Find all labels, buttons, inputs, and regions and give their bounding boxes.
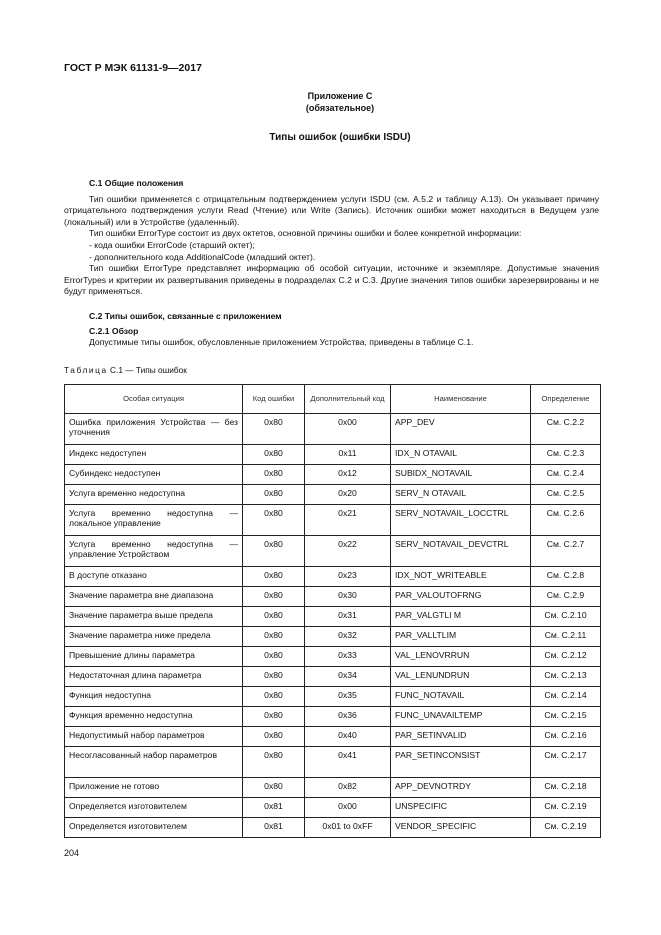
cell-name: FUNC_NOTAVAIL [391, 687, 531, 707]
cell-error-code: 0x80 [243, 687, 305, 707]
cell-situation: В доступе отказано [65, 567, 243, 587]
cell-situation: Значение параметра ниже предела [65, 627, 243, 647]
cell-error-code: 0x80 [243, 414, 305, 445]
annex-status: (обязательное) [305, 103, 375, 113]
cell-additional-code: 0x36 [305, 707, 391, 727]
table-row [65, 818, 601, 838]
table-row [65, 747, 601, 778]
section-c1-paragraph-3: Тип ошибки ErrorType представляет информацию об особой ситуации, источнике и экземпляре. Допустимые значения ErrorTypes и критерии их развертывания приведены в подразделах С.2 и С.3. Другие значения типов ошибки зарезервированы и не будут применяться. [64, 263, 599, 297]
cell-definition: См. С.2.15 [531, 707, 601, 727]
section-c1 [64, 178, 599, 298]
cell-error-code: 0x81 [243, 798, 305, 818]
cell-additional-code: 0x82 [305, 778, 391, 798]
section-c2 [64, 311, 599, 349]
cell-name: UNSPECIFIC [391, 798, 531, 818]
cell-definition: См. С.2.12 [531, 647, 601, 667]
section-c2-subheading: С.2.1 Обзор [89, 325, 139, 336]
column-header-situation: Особая ситуация [65, 385, 243, 414]
cell-error-code: 0x80 [243, 587, 305, 607]
table-row [65, 414, 601, 445]
cell-situation: Услуга временно недоступна — локальное управление [65, 505, 243, 536]
table-row [65, 798, 601, 818]
section-c2-paragraph: Допустимые типы ошибок, обусловленные приложением Устройства, приведены в таблице С.1. [89, 337, 474, 348]
column-header-definition: Определение [531, 385, 601, 414]
cell-definition: См. С.2.7 [531, 536, 601, 567]
cell-additional-code: 0x32 [305, 627, 391, 647]
cell-definition: См. С.2.19 [531, 798, 601, 818]
cell-definition: См. С.2.3 [531, 445, 601, 465]
table-row [65, 505, 601, 536]
cell-additional-code: 0x22 [305, 536, 391, 567]
cell-situation: Индекс недоступен [65, 445, 243, 465]
cell-additional-code: 0x34 [305, 667, 391, 687]
table-row [65, 667, 601, 687]
column-header-name: Наименование [391, 385, 531, 414]
cell-additional-code: 0x35 [305, 687, 391, 707]
table-row [65, 647, 601, 667]
cell-additional-code: 0x23 [305, 567, 391, 587]
cell-definition: См. С.2.6 [531, 505, 601, 536]
page-number: 204 [64, 848, 80, 858]
cell-name: PAR_SETINCONSIST [391, 747, 531, 778]
cell-error-code: 0x80 [243, 607, 305, 627]
cell-additional-code: 0x20 [305, 485, 391, 505]
column-header-additional-code: Дополнительный код [305, 385, 391, 414]
annex-title: Приложение С [307, 91, 373, 101]
table-row [65, 627, 601, 647]
table-row [65, 536, 601, 567]
cell-situation: Превышение длины параметра [65, 647, 243, 667]
cell-name: SERV_NOTAVAIL_LOCCTRL [391, 505, 531, 536]
table-row [65, 587, 601, 607]
cell-name: IDX_NOT_WRITEABLE [391, 567, 531, 587]
cell-situation: Функция временно недоступна [65, 707, 243, 727]
cell-additional-code: 0x00 [305, 798, 391, 818]
cell-error-code: 0x80 [243, 505, 305, 536]
cell-name: VAL_LENUNDRUN [391, 667, 531, 687]
table-row [65, 727, 601, 747]
section-c1-bullet-2: - дополнительного кода AdditionalCode (младший октет). [89, 251, 316, 262]
cell-definition: См. С.2.5 [531, 485, 601, 505]
cell-error-code: 0x80 [243, 465, 305, 485]
table-row [65, 607, 601, 627]
table-row [65, 485, 601, 505]
cell-definition: См. С.2.10 [531, 607, 601, 627]
cell-additional-code: 0x40 [305, 727, 391, 747]
section-c1-heading: С.1 Общие положения [89, 178, 184, 188]
cell-definition: См. С.2.2 [531, 414, 601, 445]
cell-definition: См. С.2.14 [531, 687, 601, 707]
cell-additional-code: 0x31 [305, 607, 391, 627]
table-caption-prefix: Таблица [64, 365, 108, 375]
cell-situation: Несогласованный набор параметров [65, 747, 243, 778]
cell-situation: Субиндекс недоступен [65, 465, 243, 485]
section-c2-heading: С.2 Типы ошибок, связанные с приложением [89, 311, 282, 321]
standard-number: ГОСТ Р МЭК 61131-9—2017 [64, 62, 202, 74]
cell-name: VENDOR_SPECIFIC [391, 818, 531, 838]
cell-error-code: 0x80 [243, 707, 305, 727]
cell-error-code: 0x80 [243, 567, 305, 587]
cell-additional-code: 0x41 [305, 747, 391, 778]
cell-situation: Услуга временно недоступна — управление Устройством [65, 536, 243, 567]
cell-additional-code: 0x21 [305, 505, 391, 536]
cell-error-code: 0x80 [243, 647, 305, 667]
cell-definition: См. С.2.8 [531, 567, 601, 587]
cell-definition: См. С.2.17 [531, 747, 601, 778]
section-c1-paragraph-2: Тип ошибки ErrorType состоит из двух октетов, основной причины ошибки и более конкретной информации: [89, 228, 522, 239]
table-row [65, 778, 601, 798]
cell-name: FUNC_UNAVAILTEMP [391, 707, 531, 727]
table-row [65, 687, 601, 707]
cell-definition: См. С.2.4 [531, 465, 601, 485]
cell-name: SERV_NOTAVAIL_DEVCTRL [391, 536, 531, 567]
cell-definition: См. С.2.11 [531, 627, 601, 647]
cell-error-code: 0x80 [243, 485, 305, 505]
table-row [65, 707, 601, 727]
cell-situation: Недостаточная длина параметра [65, 667, 243, 687]
table-row [65, 445, 601, 465]
cell-name: APP_DEVNOTRDY [391, 778, 531, 798]
cell-situation: Определяется изготовителем [65, 798, 243, 818]
cell-definition: См. С.2.16 [531, 727, 601, 747]
cell-error-code: 0x80 [243, 536, 305, 567]
cell-error-code: 0x81 [243, 818, 305, 838]
table-caption-title: С.1 — Типы ошибок [110, 365, 187, 375]
cell-name: PAR_VALLTLIM [391, 627, 531, 647]
cell-error-code: 0x80 [243, 667, 305, 687]
cell-situation: Значение параметра вне диапазона [65, 587, 243, 607]
cell-situation: Функция недоступна [65, 687, 243, 707]
cell-name: PAR_VALOUTOFRNG [391, 587, 531, 607]
cell-error-code: 0x80 [243, 747, 305, 778]
cell-situation: Ошибка приложения Устройства — без уточнения [65, 414, 243, 445]
cell-name: PAR_VALGTLI M [391, 607, 531, 627]
cell-additional-code: 0x00 [305, 414, 391, 445]
cell-situation: Недопустимый набор параметров [65, 727, 243, 747]
cell-name: VAL_LENOVRRUN [391, 647, 531, 667]
cell-name: PAR_SETINVALID [391, 727, 531, 747]
cell-situation: Приложение не готово [65, 778, 243, 798]
cell-additional-code: 0x33 [305, 647, 391, 667]
annex-heading: Типы ошибок (ошибки ISDU) [269, 132, 411, 143]
cell-additional-code: 0x01 to 0xFF [305, 818, 391, 838]
cell-error-code: 0x80 [243, 778, 305, 798]
cell-name: SERV_N OTAVAIL [391, 485, 531, 505]
cell-situation: Определяется изготовителем [65, 818, 243, 838]
section-c1-bullet-1: - кода ошибки ErrorCode (старший октет); [89, 239, 255, 250]
section-c1-paragraph-1: Тип ошибки применяется с отрицательным подтверждением услуги ISDU (см. А.5.2 и таблицу А.13). Он указывает причину отрицательного подтверждения услуги Read (Чтение) или Write (Запись). Источник ошибки может находиться в Ведущем узле (локальный) или в Устройстве (удаленный). [64, 193, 599, 227]
cell-definition: См. С.2.9 [531, 587, 601, 607]
table-header-row [65, 385, 601, 414]
cell-definition: См. С.2.13 [531, 667, 601, 687]
cell-additional-code: 0x30 [305, 587, 391, 607]
column-header-error-code: Код ошибки [243, 385, 305, 414]
table-row [65, 567, 601, 587]
cell-error-code: 0x80 [243, 727, 305, 747]
cell-definition: См. С.2.18 [531, 778, 601, 798]
cell-name: IDX_N OTAVAIL [391, 445, 531, 465]
cell-name: SUBIDX_NOTAVAIL [391, 465, 531, 485]
cell-error-code: 0x80 [243, 627, 305, 647]
cell-definition: См. С.2.19 [531, 818, 601, 838]
error-types-table [64, 384, 601, 838]
cell-additional-code: 0x11 [305, 445, 391, 465]
cell-situation: Значение параметра выше предела [65, 607, 243, 627]
cell-situation: Услуга временно недоступна [65, 485, 243, 505]
cell-name: APP_DEV [391, 414, 531, 445]
cell-error-code: 0x80 [243, 445, 305, 465]
cell-additional-code: 0x12 [305, 465, 391, 485]
table-row [65, 465, 601, 485]
table-caption [64, 365, 187, 375]
